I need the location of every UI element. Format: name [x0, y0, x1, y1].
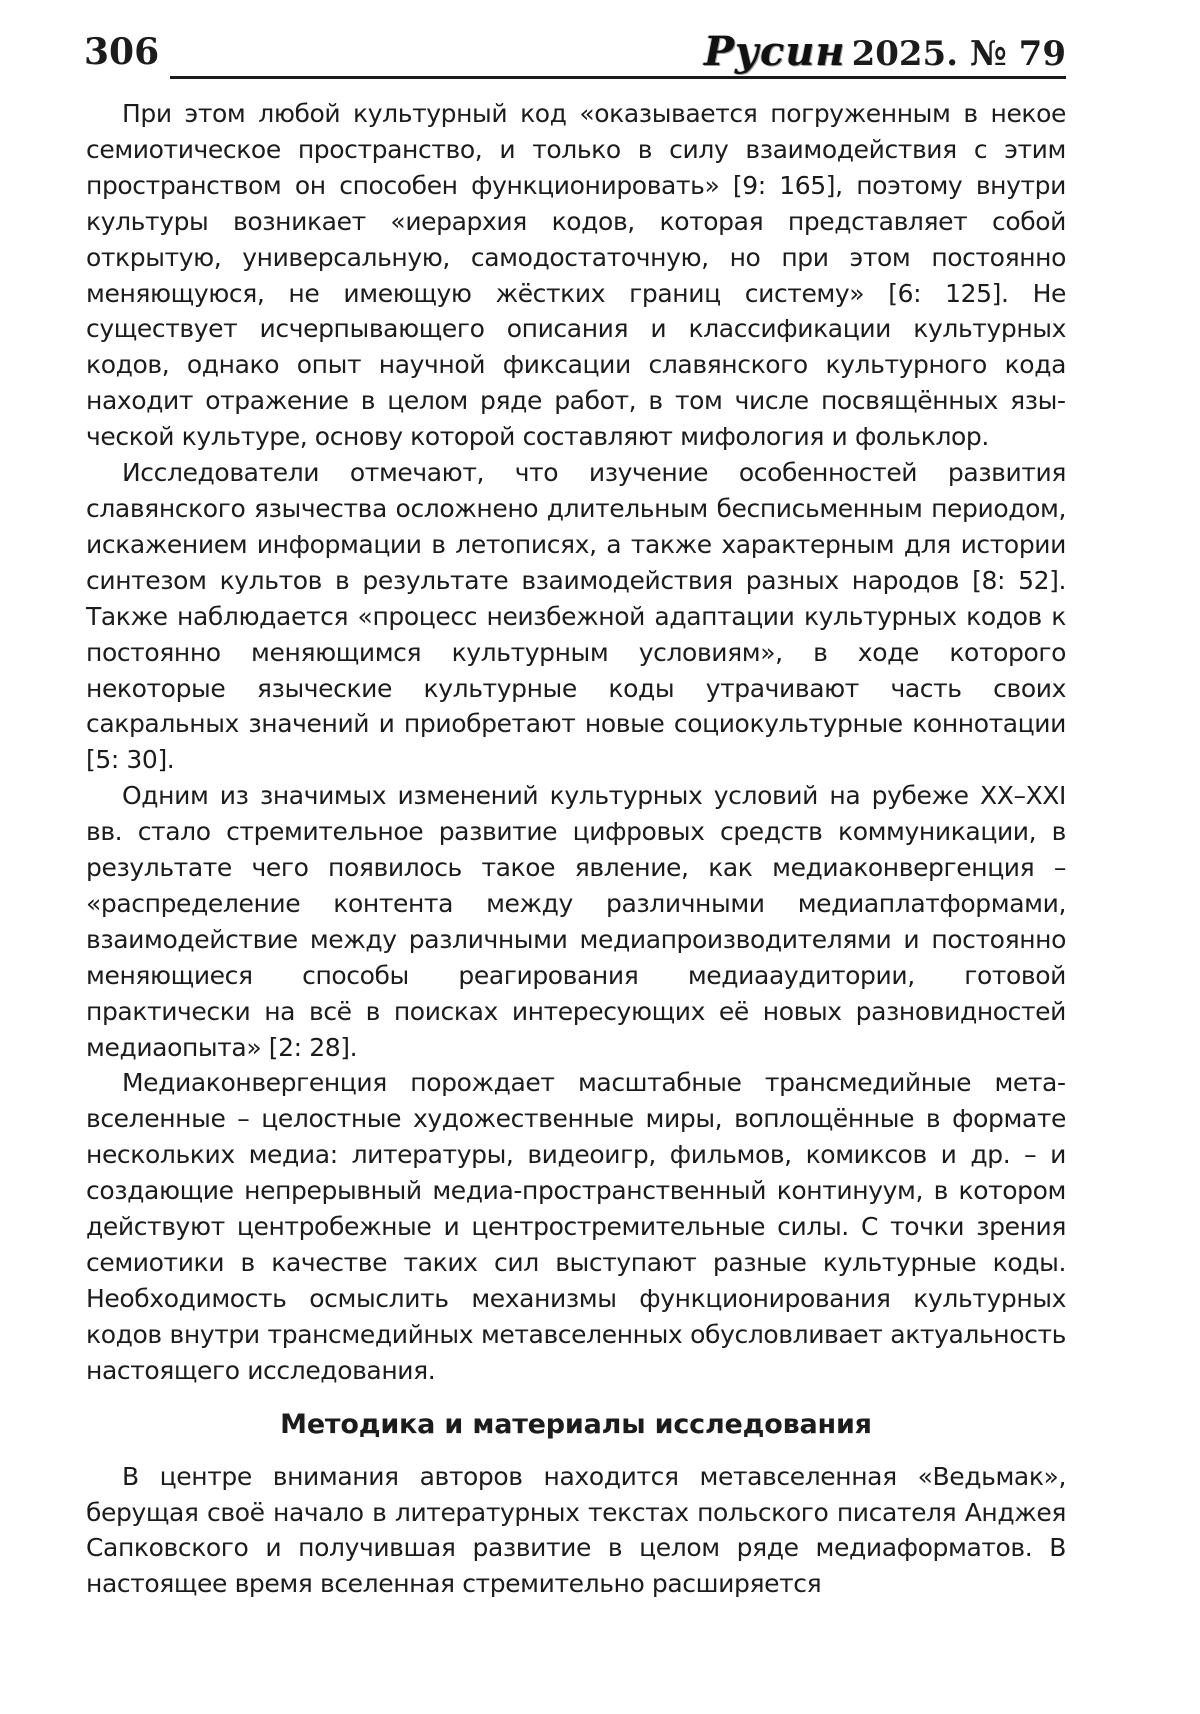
page-number: 306: [84, 31, 160, 73]
running-header: [84, 26, 1066, 82]
header-rule: [170, 76, 1066, 79]
body-paragraph: Медиаконвергенция порождает масштабные трансмедийные метавселенные – целостные художественные миры, воплощённые в формате нескольких медиа: литературы, видеоигр, фильмов, комиксов и др. – и создающие непрерывный медиа-пространственный континуум, в котором действуют центробежные и центростремительные силы. С точки зрения семиотики в качестве таких сил выступают разные культурные коды. Необходимость осмыслить механизмы функционирования культурных кодов внутри трансмедийных метавселенных обусловливает актуальность настоящего исследования.: [86, 1068, 1066, 1385]
body-paragraph: При этом любой культурный код «оказывается погруженным в некое семиотическое пространство, и только в силу взаимодействия с этим пространством он способен функционировать» [9: 165], поэтому внутри культуры возникает «иерархия кодов, которая представляет собой открытую, универсальную, самодостаточную, но при этом постоянно меняющуюся, не имеющую жёстких границ систему» [6: 125]. Не существует исчерпывающего описания и классификации культурных кодов, однако опыт научной фиксации славянского культурного кода находит отражение в целом ряде работ, в том числе посвящённых языческой культуре, основу которой составляют мифология и фольклор.: [86, 99, 1066, 452]
article-body: [86, 96, 1066, 1602]
issue-number: 2025. № 79: [851, 34, 1066, 74]
journal-mark: [704, 30, 1066, 76]
body-paragraph: Одним из значимых изменений культурных условий на рубеже XX–XXI вв. стало стремительное развитие цифровых средств коммуникации, в результате чего появилось такое явление, как медиаконвергенция – «распределение контента между различными медиаплатформами, взаимодействие между различными медиапроизводителями и постоянно меняющиеся способы реагирования медиааудитории, готовой практически на всё в поисках интересующих её новых разновидностей медиаопыта» [2: 28].: [86, 781, 1066, 1062]
section-heading: Методика и материалы исследования: [280, 1408, 872, 1440]
body-paragraph: В центре внимания авторов находится метавселенная «Ведьмак», берущая своё начало в литературных текстах польского писателя Анджея Сапковского и получившая развитие в целом ряде медиаформатов. В настоящее время вселенная стремительно расширяется: [86, 1461, 1066, 1599]
body-paragraph: Исследователи отмечают, что изучение особенностей развития славянского язычества осложнено длительным бесписьменным периодом, искажением информации в летописях, а также характерным для истории синтезом культов в результате взаимодействия разных народов [8: 52]. Также наблюдается «процесс неизбежной адаптации культурных кодов к постоянно меняющимся культурным условиям», в ходе которого некоторые языческие культурные коды утрачивают часть своих сакральных значений и приобретают новые социокультурные коннотации [5: 30].: [86, 458, 1066, 775]
journal-name: Русин: [703, 28, 846, 75]
